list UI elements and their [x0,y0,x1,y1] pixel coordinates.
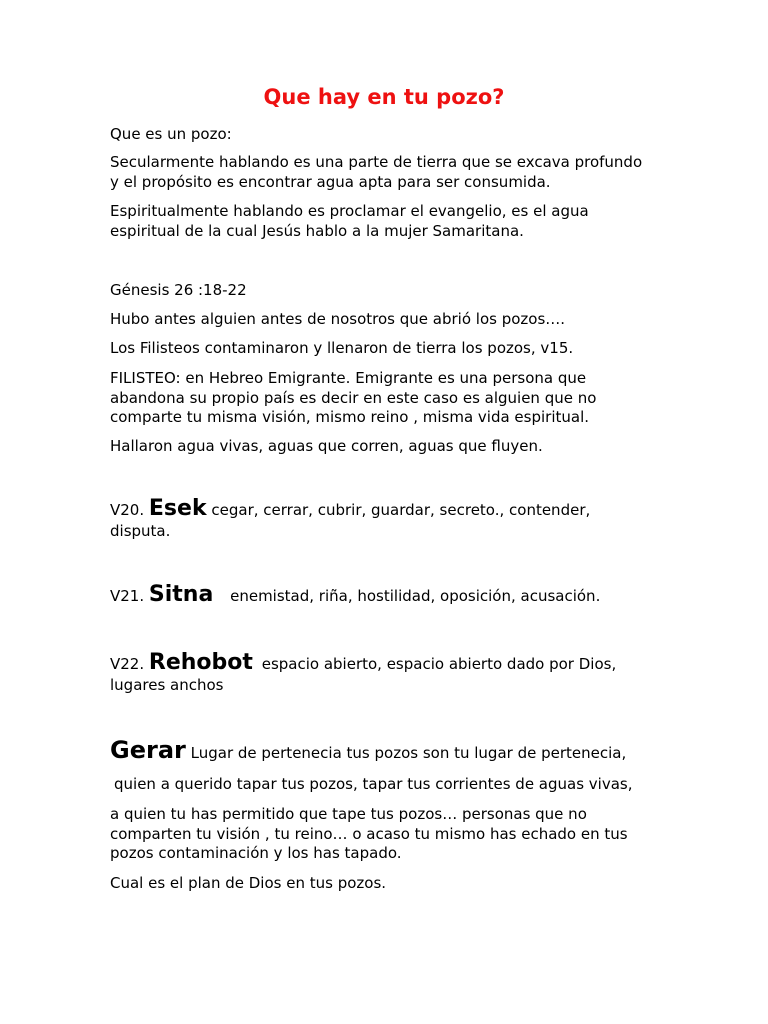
verse-v20 [110,498,650,542]
gerar-line [110,737,670,766]
paragraph-a-quien-tu: a quien tu has permitido que tape tus pozos… personas que no comparten tu visión , tu reino… o acaso tu mismo has echado en tus pozos contaminación y los has tapado. [110,805,628,862]
paragraph-espiritualmente: Espiritualmente hablando es proclamar el evangelio, es el agua espiritual de la cual Jesús hablo a la mujer Samaritana. [110,202,589,240]
gerar-meaning: Lugar de pertenecia tus pozos son tu lugar de pertenecia, [190,744,627,762]
verse-keyword-sitna: Sitna [148,582,214,607]
verse-v22 [110,652,650,696]
paragraph-secularmente: Secularmente hablando es una parte de tierra que se excava profundo y el propósito es encontrar agua apta para ser consumida. [110,153,643,191]
verse-number: V22. [110,655,145,673]
verse-meaning: espacio abierto, espacio abierto dado por Dios, lugares anchos [110,655,617,694]
verse-meaning: enemistad, riña, hostilidad, oposición, acusación. [230,587,601,605]
paragraph-quien-a-querido: quien a querido tapar tus pozos, tapar tus corrientes de aguas vivas, [114,775,633,793]
paragraph-hubo-antes: Hubo antes alguien antes de nosotros que abrió los pozos…. [110,310,566,328]
verse-meaning: cegar, cerrar, cubrir, guardar, secreto., contender, disputa. [110,501,591,540]
verse-keyword-rehobot: Rehobot [148,650,253,675]
keyword-gerar: Gerar [110,736,186,764]
paragraph-hallaron-agua: Hallaron agua vivas, aguas que corren, aguas que fluyen. [110,437,543,455]
paragraph-plan-de-dios: Cual es el plan de Dios en tus pozos. [110,874,387,892]
paragraph-que-es-un-pozo: Que es un pozo: [110,125,232,143]
paragraph-filisteos: Los Filisteos contaminaron y llenaron de tierra los pozos, v15. [110,339,574,357]
verse-keyword-esek: Esek [148,496,207,521]
verse-number: V20. [110,501,145,519]
verse-number: V21. [110,587,145,605]
paragraph-genesis-reference: Génesis 26 :18-22 [110,281,247,299]
verse-v21 [110,584,650,607]
paragraph-filisteo-definicion: FILISTEO: en Hebreo Emigrante. Emigrante es una persona que abandona su propio país es decir en este caso es alguien que no comparte tu misma visión, mismo reino , misma vida espiritual. [110,369,597,426]
document-title: Que hay en tu pozo? [263,85,505,109]
